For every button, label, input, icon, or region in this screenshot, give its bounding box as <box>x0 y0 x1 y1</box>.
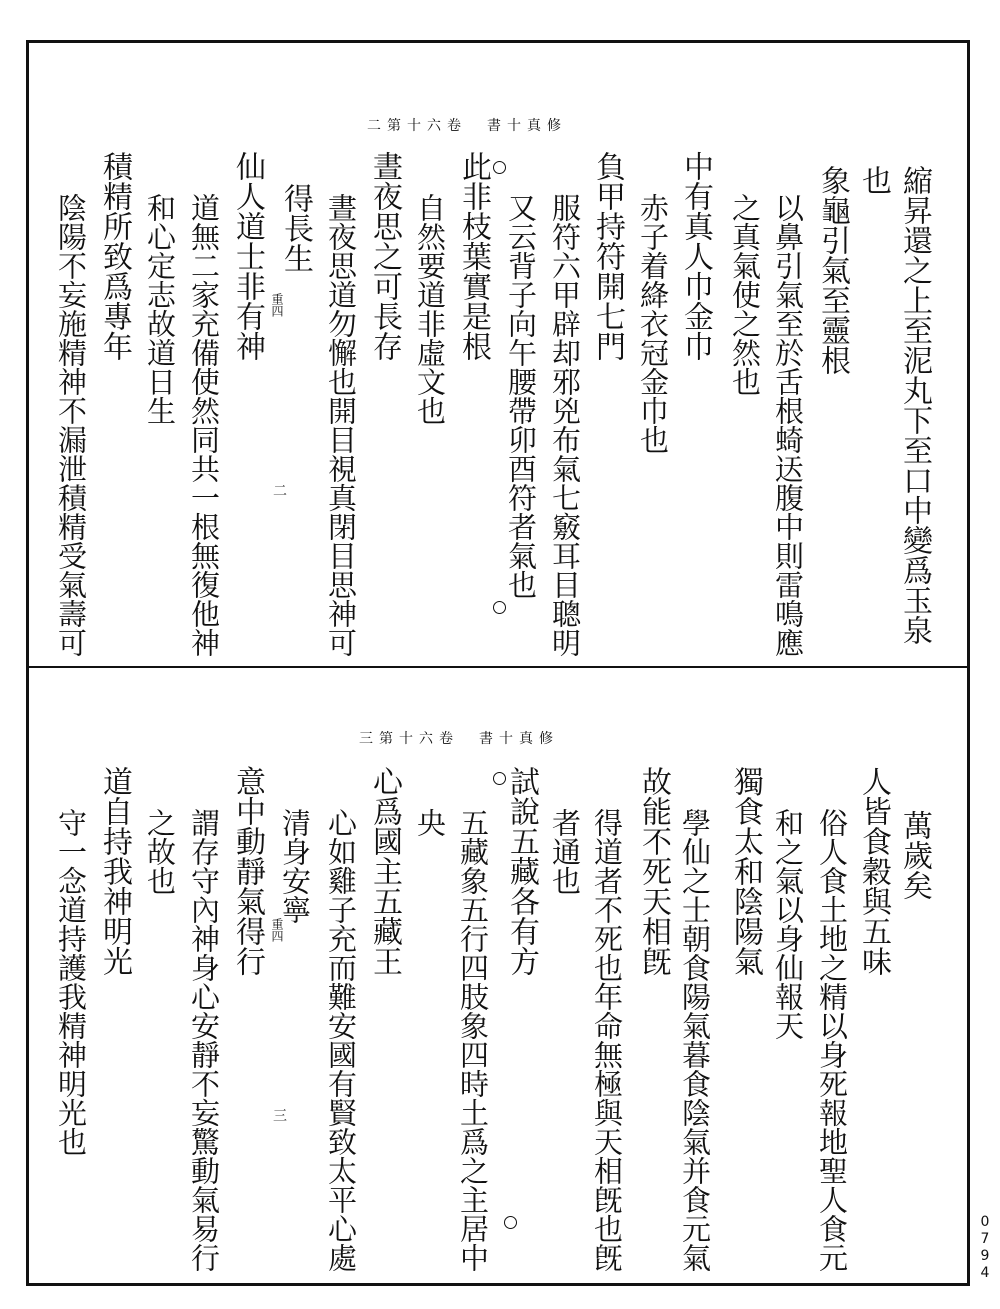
text-column: 守一念道持護我精神明光也 <box>54 808 88 1156</box>
text-column: 心爲國主五藏王 <box>367 766 402 976</box>
text-column: 陰陽不妄施精神不漏泄積精受氣壽可 <box>54 193 88 657</box>
text-column: 晝夜思之可長存 <box>367 151 402 361</box>
page-mark-number: 二 <box>271 483 287 497</box>
top-page-header: 二第十六卷 書十真修 <box>367 118 567 134</box>
text-column: 仙人道士非有神 <box>230 151 265 361</box>
text-column: 道無二家充備使然同共一根無復他神 <box>187 193 221 657</box>
text-column: 得長生 <box>278 183 313 273</box>
text-column: 五藏象五行四肢象四時土爲之主居中 <box>456 808 490 1272</box>
page-mark-label: 重四 <box>270 918 284 942</box>
text-column: 中有真人巾金巾 <box>678 151 713 361</box>
bottom-page <box>29 666 967 1285</box>
text-column: 心如雞子充而難安國有賢致太平心處 <box>324 808 358 1272</box>
text-column: 積精所致爲專年 <box>97 151 132 361</box>
page-mark-number: 三 <box>271 1108 287 1122</box>
text-column: 道自持我神明光 <box>97 766 132 976</box>
text-column: 赤子着絳衣冠金巾也 <box>636 193 670 454</box>
text-column: 央 <box>413 808 447 837</box>
text-column: 者通也 <box>548 808 582 895</box>
text-column: 獨食太和陰陽氣 <box>728 766 763 976</box>
text-column: 此非枝葉實是根 <box>456 151 491 361</box>
text-column: 人皆食穀與五味 <box>856 766 891 976</box>
side-page-number: 0794 <box>977 1214 993 1282</box>
text-column: 服符六甲辟却邪兇布氣七竅耳目聰明 <box>548 193 582 657</box>
bottom-page-header: 三第十六卷 書十真修 <box>359 731 559 747</box>
text-column: 萬歲矣 <box>897 810 932 900</box>
text-column: 之故也 <box>143 808 177 895</box>
page-frame <box>26 40 970 1286</box>
circle-mark-icon <box>504 1216 517 1229</box>
top-page <box>29 43 967 666</box>
text-column: 也 <box>856 165 891 195</box>
text-column: 得道者不死也年命無極與天相旣也旣 <box>590 808 624 1272</box>
text-column: 之真氣使之然也 <box>728 193 762 396</box>
text-column: 又云背子向午腰帶卯酉符者氣也 <box>504 193 538 599</box>
page-mark-label: 重四 <box>270 293 284 317</box>
text-column: 謂存守內神身心安靜不妄驚動氣易行 <box>187 808 221 1272</box>
circle-mark-icon <box>493 772 506 785</box>
text-column: 象龜引氣至靈根 <box>815 165 850 375</box>
text-column: 故能不死天相旣 <box>636 766 671 976</box>
text-column: 負甲持符開七門 <box>590 151 625 361</box>
text-column: 清身安寧 <box>278 808 312 924</box>
circle-mark-icon <box>493 601 506 614</box>
text-column: 俗人食土地之精以身死報地聖人食元 <box>815 808 849 1272</box>
text-column: 意中動靜氣得行 <box>230 766 265 976</box>
text-column: 和之氣以身仙報天 <box>771 808 805 1040</box>
text-column: 晝夜思道勿懈也開目視真閉目思神可 <box>324 193 358 657</box>
text-column: 學仙之士朝食陽氣暮食陰氣并食元氣 <box>678 808 712 1272</box>
text-column: 自然要道非虛文也 <box>413 193 447 425</box>
circle-mark-icon <box>493 161 506 174</box>
text-column: 縮昇還之上至泥丸下至口中變爲玉泉 <box>897 165 932 645</box>
text-column: 試說五藏各有方 <box>504 766 539 976</box>
text-column: 和心定志故道日生 <box>143 193 177 425</box>
text-column: 以鼻引氣至於舌根䗁迗腹中則雷鳴應 <box>771 193 805 657</box>
